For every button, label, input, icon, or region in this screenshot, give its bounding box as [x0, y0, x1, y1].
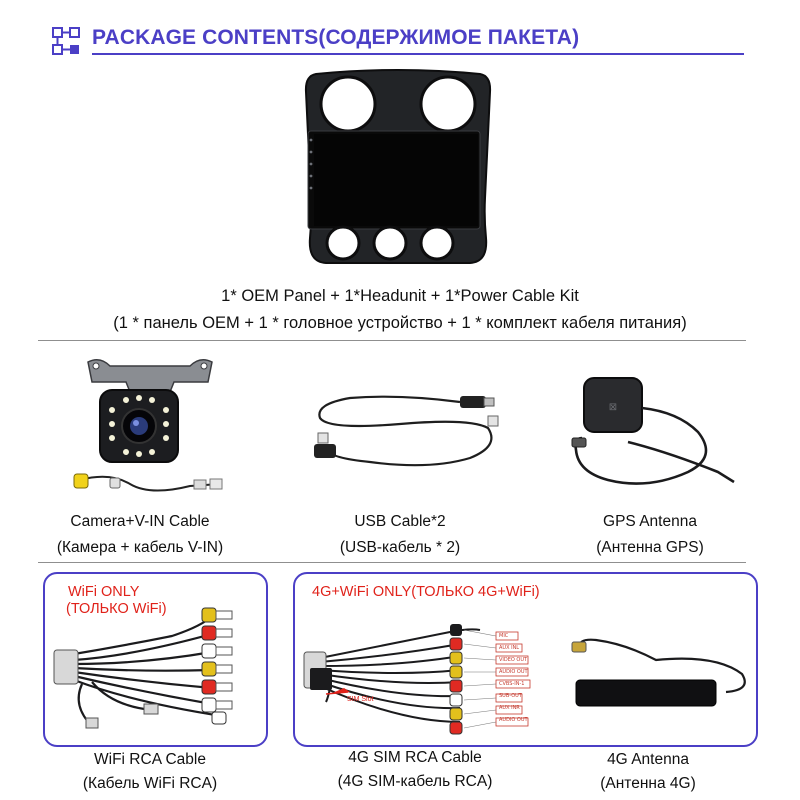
oem-panel-headunit-image: [298, 68, 498, 268]
main-caption-ru: (1 * панель OEM + 1 * головное устройство + 1 * комплект кабеля питания): [113, 314, 687, 332]
wifi-cable-caption-en: WiFi RCA Cable: [94, 751, 206, 768]
sim-cable-caption-en: 4G SIM RCA Cable: [348, 749, 482, 766]
connector-tag: AUDIO OUT: [499, 717, 528, 723]
backup-camera-image: [70, 352, 230, 502]
svg-text:⊠: ⊠: [608, 402, 618, 413]
gps-caption-ru: (Антенна GPS): [596, 539, 704, 556]
connector-tag-list: [499, 630, 528, 726]
camera-caption-ru: (Камера + кабель V-IN): [56, 539, 224, 556]
connector-tag: CVBS-IN-1: [499, 681, 525, 687]
page-title: PACKAGE CONTENTS(СОДЕРЖИМОЕ ПАКЕТА): [92, 26, 580, 49]
usb-caption-ru: (USB-кабель * 2): [339, 539, 461, 556]
lte-antenna-caption-en: 4G Antenna: [607, 751, 689, 768]
gps-caption-en: GPS Antenna: [603, 513, 697, 530]
section-divider-2: [38, 562, 746, 563]
usb-caption-en: USB Cable*2: [354, 513, 446, 530]
lte-antenna-image: [566, 630, 746, 710]
gps-antenna-image: [568, 372, 738, 500]
connector-tag: SUB-OUT: [499, 693, 522, 699]
wifi-only-label: WiFi ONLY: [68, 584, 140, 600]
connector-tag: AUX INL: [499, 645, 520, 651]
wifi-cable-caption-ru: (Кабель WiFi RCA): [82, 775, 218, 792]
main-caption-en: 1* OEM Panel + 1*Headunit + 1*Power Cable Kit: [221, 287, 579, 305]
wifi-only-label-ru: (ТОЛЬКО WiFi): [66, 601, 167, 617]
sim-cable-caption-ru: (4G SIM-кабель RCA): [337, 773, 493, 790]
header-underline: [92, 53, 744, 55]
connector-tag: AUX INR: [499, 705, 520, 711]
section-divider: [38, 340, 746, 341]
package-grid-icon: [52, 27, 80, 55]
connector-tag: AUDIO OUT: [499, 669, 528, 675]
lte-wifi-label: 4G+WiFi ONLY(ТОЛЬКО 4G+WiFi): [312, 584, 540, 600]
lte-antenna-caption-ru: (Антенна 4G): [600, 775, 696, 792]
camera-caption-en: Camera+V-IN Cable: [70, 513, 210, 530]
usb-cable-image: [310, 388, 500, 478]
wifi-rca-cable-image: [52, 606, 252, 730]
connector-tag: MIC: [499, 633, 509, 639]
sim-slot-label: SIM Slot: [347, 696, 374, 703]
connector-tag: VIDEO OUT: [499, 657, 528, 663]
